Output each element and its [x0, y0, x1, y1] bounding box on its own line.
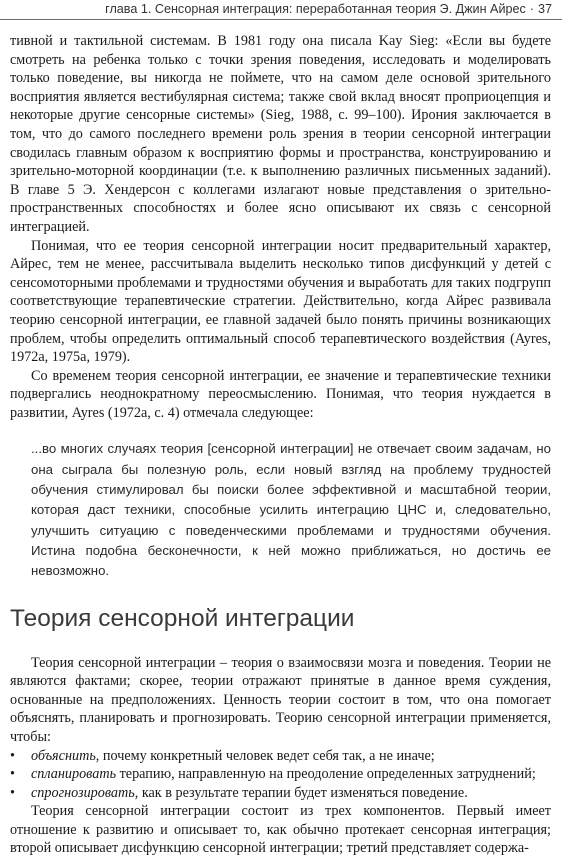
bullet-icon: •	[10, 766, 15, 783]
bullet-icon: •	[10, 784, 15, 801]
paragraph: Понимая, что ее теория сенсорной интеграции носит предварительный характер, Айрес, тем не менее, рассчитывала выделить несколько типов дисфункций у детей с сенсомоторными проблемами и трудностями обучения и выработать для таких подгрупп соответствующие терапевтические стратегии. Действительно, когда Айрес развивала теорию сенсорной интеграции, ее главной задачей было понять причины возникающих проблем, чтобы определить оптимальный способ терапевтического воздействия (Ayres, 1972a, 1975a, 1979).	[10, 237, 551, 366]
section-heading: Теория сенсорной интеграции	[10, 604, 355, 632]
list-item-term: спланировать	[31, 766, 117, 783]
running-head	[0, 0, 562, 20]
list-item-text: , почему конкретный человек ведет себя так, а не иначе;	[95, 747, 435, 764]
list-item	[10, 784, 551, 803]
block-quote: ...во многих случаях теория [сенсорной интеграции] не отвечает своим задачам, но она сыграла бы полезную роль, если новый взгляд на проблему трудностей обучения стимулировал бы поиски более эффективной и масштабной теории, которая даст техники, способные усилить интеграцию ЦНС и, следовательно, улучшить ситуацию с поведенческими проблемами и трудностями обучения. Истина подобна бесконечности, к ней можно приближаться, но достичь ее невозможно.	[31, 441, 551, 579]
list-item-term: спрогнозировать	[31, 784, 135, 801]
paragraph: Со временем теория сенсорной интеграции, ее значение и терапевтические техники подвергались неоднократному переосмыслению. Понимая, что теория нуждается в развитии, Ayres (1972a, с. 4) отмечала следующее:	[10, 367, 551, 421]
section-intro: Теория сенсорной интеграции – теория о взаимосвязи мозга и поведения. Теории не являются фактами; скорее, теории отражают принятые в данное время суждения, основанные на предположениях. Ценность теории состоит в том, что она помогает объяснять, планировать и прогнозировать. Теорию сенсорной интеграции применяется, чтобы:	[10, 654, 551, 745]
paragraph-continued: тивной и тактильной системам. В 1981 году она писала Kay Sieg: «Если вы будете смотреть на ребенка только с точки зрения поведения, исследовать и моделировать только поведение, вы никогда не поймете, что на самом деле основой зрительного восприятия является вестибулярная система; также свой вклад вносят проприоцепция и некоторые другие сенсорные системы» (Sieg, 1988, с. 99–100). Ирония заключается в том, что до самого последнего времени роль зрения в теории сенсорной интеграции сводилась главным образом к восприятию формы и пространства, конструированию и зрительно-моторной координации (т.е. к выполнению различных письменных заданий). В главе 5 Э. Хендерсон с коллегами излагают новые представления о зрительно-пространственных способностях и более ясно описывают их связь с сенсорной интеграцией.	[10, 33, 551, 235]
paragraph: Теория сенсорной интеграции состоит из трех компонентов. Первый имеет отношение к развитию и описывает то, как обычно протекает сенсорная интеграция; второй описывает дисфункцию сенсорной интеграции; третий представляет содержа-	[10, 803, 551, 857]
bullet-icon: •	[10, 747, 15, 764]
list-item	[10, 765, 551, 784]
list-item-text: терапию, направленную на преодоление определенных затруднений;	[116, 766, 536, 783]
list-item-text: , как в результате терапии будет изменяться поведение.	[134, 784, 468, 801]
list-item-term: объяснить	[31, 747, 96, 764]
list-item	[10, 747, 551, 766]
bullet-list	[10, 747, 551, 803]
header-separator: ·	[529, 2, 534, 16]
page-body	[10, 32, 551, 858]
page-number: 37	[537, 2, 552, 16]
chapter-title: глава 1. Сенсорная интеграция: переработанная теория Э. Джин Айрес	[105, 2, 526, 16]
